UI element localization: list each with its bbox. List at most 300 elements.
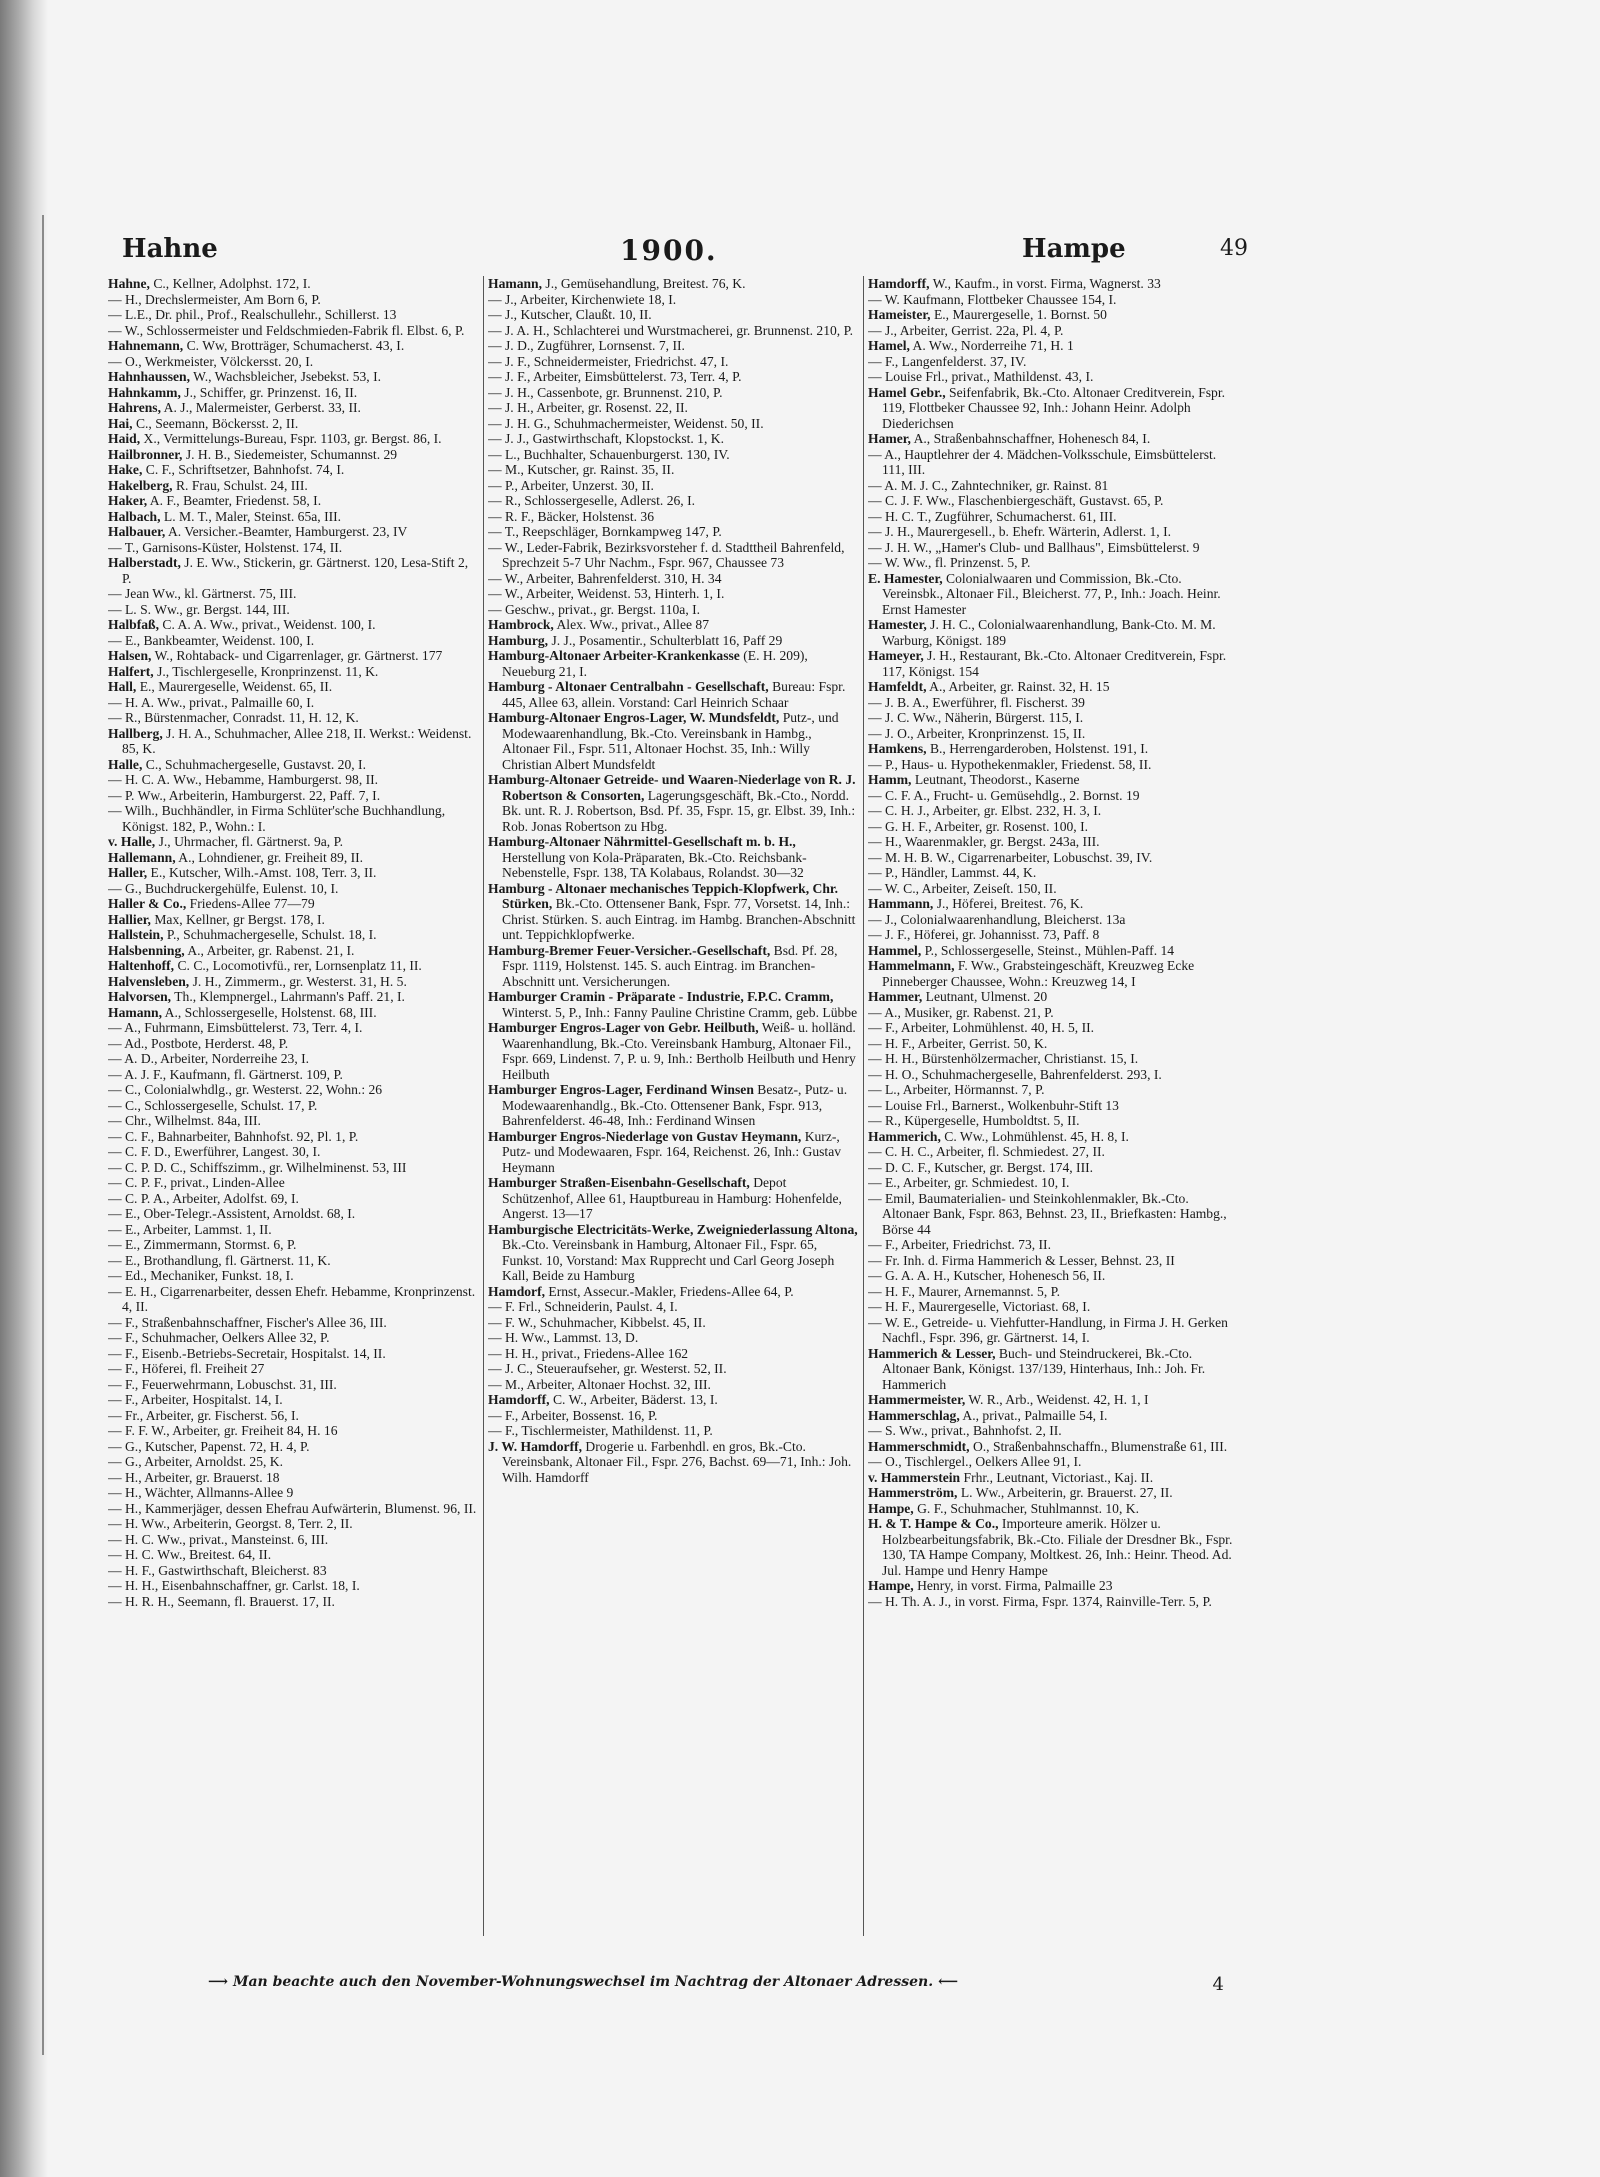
header-year: 1900. xyxy=(620,234,718,267)
entry-details: — H. F., Arbeiter, Gerrist. 50, K. xyxy=(868,1035,1048,1051)
directory-entry xyxy=(108,1113,478,1129)
entry-details: Leutnant, Theodorst., Kaserne xyxy=(911,772,1080,787)
entry-details: Kurz-, Putz- und Modewaaren, Fspr. 164, Reichenst. 26, Inh.: Gustav Heymann xyxy=(502,1128,842,1175)
directory-entry xyxy=(488,1439,858,1486)
directory-entry xyxy=(488,540,858,571)
directory-entry xyxy=(488,369,858,385)
entry-details: F. Ww., Grabsteingeschäft, Kreuzweg Ecke Pinneberger Chaussee, Wohn.: Kreuzweg 14, I xyxy=(882,958,1195,989)
page-header xyxy=(108,234,1258,268)
directory-entry xyxy=(488,617,858,633)
directory-entry xyxy=(868,1144,1238,1160)
entry-details: — H. C. Ww., Breitest. 64, II. xyxy=(108,1547,272,1562)
entry-details: W., Kaufm., in vorst. Firma, Wagnerst. 33 xyxy=(929,276,1161,291)
entry-details: — J., Arbeiter, Gerrist. 22a, Pl. 4, P. xyxy=(868,322,1064,338)
entry-surname: Hallemann, xyxy=(108,849,176,865)
directory-entry xyxy=(868,912,1238,928)
entry-surname: Hailbronner, xyxy=(108,446,183,462)
entry-details: L. M. T., Maler, Steinst. 65a, III. xyxy=(160,508,342,524)
column-2 xyxy=(488,276,858,1946)
entry-surname: Haltenhoff, xyxy=(108,958,175,973)
directory-entry xyxy=(108,850,478,866)
directory-entry xyxy=(868,1594,1238,1610)
entry-surname: Hambrock, xyxy=(488,617,554,632)
entry-details: — W. E., Getreide- u. Viehfutter-Handlung, in Firma J. H. Gerken Nachfl., Fspr. 396, gr. Gärtnerst. 14, I. xyxy=(868,1314,1228,1345)
entry-surname: Hahnkamm, xyxy=(108,384,181,400)
page-number: 49 xyxy=(1220,236,1248,261)
entry-surname: Hamburg - Altonaer Centralbahn - Gesellschaft, xyxy=(488,679,769,694)
entry-surname: Hamfeldt, xyxy=(868,679,927,694)
directory-entry xyxy=(868,1454,1238,1470)
entry-details: — C. F., Bahnarbeiter, Bahnhofst. 92, Pl. 1, P. xyxy=(108,1128,359,1144)
entry-details: — J. F., Arbeiter, Eimsbüttelerst. 73, Terr. 4, P. xyxy=(488,369,742,384)
previous-page-edge xyxy=(0,215,44,2055)
entry-details: — H. Ww., Lammst. 13, D. xyxy=(488,1330,639,1345)
entry-details: P., Schlossergeselle, Steinst., Mühlen-Paff. 14 xyxy=(921,942,1175,958)
entry-details: A., privat., Palmaille 54, I. xyxy=(959,1407,1108,1423)
entry-details: J. H. A., Schuhmacher, Allee 218, II. Werkst.: Weidenst. 85, K. xyxy=(122,725,472,756)
entry-details: — F., Eisenb.-Betriebs-Secretair, Hospitalst. 14, II. xyxy=(108,1345,386,1361)
entry-surname: H. & T. Hampe & Co., xyxy=(868,1516,999,1531)
directory-entry xyxy=(108,943,478,959)
directory-entry xyxy=(488,416,858,432)
entry-details: — P., Haus- u. Hypothekenmakler, Friedenst. 58, II. xyxy=(868,756,1152,772)
entry-details: A., Arbeiter, gr. Rainst. 32, H. 15 xyxy=(926,679,1110,694)
directory-entry xyxy=(868,1067,1238,1083)
directory-entry xyxy=(108,648,478,664)
entry-details: — H. H., privat., Friedens-Allee 162 xyxy=(488,1345,689,1361)
directory-entry xyxy=(108,586,478,602)
entry-surname: Haker, xyxy=(108,493,148,508)
entry-surname: Hamburg - Altonaer mechanisches Teppich-Klopfwerk, Chr. Stürken, xyxy=(488,880,839,911)
entry-details: — J. H. G., Schuhmachermeister, Weidenst. 50, II. xyxy=(488,415,764,431)
entry-details: — H., Wächter, Allmanns-Allee 9 xyxy=(108,1485,294,1500)
entry-details: — H. C. Ww., privat., Mansteinst. 6, III. xyxy=(108,1531,329,1547)
directory-entry xyxy=(108,617,478,633)
directory-entry xyxy=(108,1330,478,1346)
directory-entry xyxy=(868,292,1238,308)
entry-details: — F., Feuerwehrmann, Lobuschst. 31, III. xyxy=(108,1376,337,1392)
directory-entry xyxy=(868,1051,1238,1067)
directory-entry xyxy=(488,1315,858,1331)
directory-entry xyxy=(108,881,478,897)
directory-entry xyxy=(868,1470,1238,1486)
entry-details: — G. A. A. H., Kutscher, Hohenesch 56, II. xyxy=(868,1268,1106,1283)
entry-details: J. J., Posamentir., Schulterblatt 16, Paff 29 xyxy=(548,632,783,648)
entry-details: — M. H. B. W., Cigarrenarbeiter, Lobuschst. 39, IV. xyxy=(868,849,1153,865)
entry-surname: Hallberg, xyxy=(108,725,163,741)
entry-surname: Hameister, xyxy=(868,307,931,322)
entry-details: — G. H. F., Arbeiter, gr. Rosenst. 100, I. xyxy=(868,818,1089,834)
column-3 xyxy=(868,276,1238,1946)
entry-details: — J. C., Steueraufseher, gr. Westerst. 52, II. xyxy=(488,1361,727,1376)
directory-entry xyxy=(108,803,478,834)
entry-details: E., Kutscher, Wilh.-Amst. 108, Terr. 3, II. xyxy=(147,865,377,880)
directory-entry xyxy=(488,1377,858,1393)
entry-surname: Hallstein, xyxy=(108,927,164,942)
directory-entry xyxy=(868,1098,1238,1114)
directory-entry xyxy=(868,617,1238,648)
directory-entry xyxy=(108,896,478,912)
entry-details: — M., Kutscher, gr. Rainst. 35, II. xyxy=(488,462,675,477)
entry-surname: Halbach, xyxy=(108,508,161,524)
directory-entry xyxy=(488,1299,858,1315)
entry-details: — C. P. A., Arbeiter, Adolfst. 69, I. xyxy=(108,1190,299,1206)
entry-details: Seifenfabrik, Bk.-Cto. Altonaer Creditverein, Fspr. 119, Flottbeker Chaussee 92, Inh.: Johann Heinr. Adolph Diederichsen xyxy=(882,384,1226,431)
entry-details: — C. F. D., Ewerführer, Langest. 30, I. xyxy=(108,1144,321,1159)
directory-page xyxy=(108,234,1258,2054)
header-left-keyword: Hahne xyxy=(122,234,218,264)
entry-details: J., Gemüsehandlung, Breitest. 76, K. xyxy=(542,276,746,291)
directory-entry xyxy=(868,710,1238,726)
entry-details: — F., Langenfelderst. 37, IV. xyxy=(868,353,1027,369)
entry-details: — E., Brothandlung, fl. Gärtnerst. 11, K. xyxy=(108,1252,331,1268)
directory-entry xyxy=(868,819,1238,835)
entry-surname: Hammerschlag, xyxy=(868,1407,960,1423)
directory-entry xyxy=(868,881,1238,897)
entry-details: — Louise Frl., privat., Mathildenst. 43, I. xyxy=(868,369,1094,384)
entry-surname: Halvensleben, xyxy=(108,973,190,989)
entry-details: — C. P. F., privat., Linden-Allee xyxy=(108,1175,285,1190)
entry-details: — H. A. Ww., privat., Palmaille 60, I. xyxy=(108,694,315,710)
entry-details: A. Ww., Norderreihe 71, H. 1 xyxy=(909,338,1074,353)
directory-entry xyxy=(108,1423,478,1439)
entry-details: Lagerungsgeschäft, Bk.-Cto., Nordd. Bk. unt. R. J. Robertson, Bsd. Pf. 35, Fspr. 15, gr. Elbst. 39, Inh.: Rob. Jonas Robertson zu Hbg. xyxy=(502,787,856,834)
directory-entry xyxy=(108,1284,478,1315)
entry-details: — H., Arbeiter, gr. Brauerst. 18 xyxy=(108,1469,280,1485)
directory-entry xyxy=(108,1067,478,1083)
directory-entry xyxy=(868,369,1238,385)
directory-entry xyxy=(868,385,1238,432)
entry-details: A. Versicher.-Beamter, Hamburgerst. 23, IV xyxy=(165,524,408,539)
entry-details: J. H. B., Siedemeister, Schumannst. 29 xyxy=(182,446,398,462)
directory-entry xyxy=(488,338,858,354)
entry-details: Putz-, und Modewaarenhandlung, Bk.-Cto. Vereinsbank in Hambg., Altonaer Fil., Fspr. 511, Altonaer Hochst. 35, Inh.: Willy Christian Albert Mundsfeldt xyxy=(502,710,839,772)
entry-details: — J. D., Zugführer, Lornsenst. 7, II. xyxy=(488,338,685,353)
entry-details: W. R., Arb., Weidenst. 42, H. 1, I xyxy=(965,1392,1149,1407)
directory-entry xyxy=(108,307,478,323)
entry-details: — W., Leder-Fabrik, Bezirksvorsteher f. d. Stadttheil Bahrenfeld, Sprechzeit 5-7 Uhr Nachm., Fspr. 967, Chaussee 73 xyxy=(488,539,845,570)
entry-details: — Jean Ww., kl. Gärtnerst. 75, III. xyxy=(108,586,297,601)
entry-details: Colonialwaaren und Commission, Bk.-Cto. Vereinsbk., Altonaer Fil., Bleicherst. 77, P., Inh.: Joach. Heinr. Ernst Hamester xyxy=(882,570,1221,617)
directory-entry xyxy=(108,1547,478,1563)
entry-details: — O., Werkmeister, Völckersst. 20, I. xyxy=(108,353,314,369)
entry-details: Winterst. 5, P., Inh.: Fanny Pauline Christine Cramm, geb. Lübbe xyxy=(502,1004,858,1020)
directory-entry xyxy=(108,1082,478,1098)
entry-surname: Haller & Co., xyxy=(108,896,187,911)
entry-details: — J. F., Schneidermeister, Friedrichst. 47, I. xyxy=(488,353,729,369)
entry-details: — P. Ww., Arbeiterin, Hamburgerst. 22, Paff. 7, I. xyxy=(108,787,381,803)
entry-details: — H. F., Maurer, Arnemannst. 5, P. xyxy=(868,1283,1061,1299)
entry-surname: Hammel, xyxy=(868,942,922,958)
entry-details: Friedens-Allee 77—79 xyxy=(186,896,315,911)
entry-details: J., Höferei, Breitest. 76, K. xyxy=(933,896,1084,911)
entry-surname: Hammerström, xyxy=(868,1485,958,1500)
entry-surname: Hahrens, xyxy=(108,400,162,415)
entry-details: — G., Buchdruckergehülfe, Eulenst. 10, I. xyxy=(108,880,339,896)
entry-surname: Hall, xyxy=(108,679,137,694)
entry-surname: Hammann, xyxy=(868,896,934,911)
directory-entry xyxy=(488,989,858,1020)
directory-entry xyxy=(108,1268,478,1284)
directory-entry xyxy=(868,1501,1238,1517)
entry-surname: Hamburger Cramin - Präparate - Industrie, F.P.C. Cramm, xyxy=(488,989,834,1004)
entry-details: (E. H. 209), Neueburg 21, I. xyxy=(502,648,808,679)
directory-entry xyxy=(868,1516,1238,1578)
page-footer xyxy=(208,1974,1258,1998)
entry-details: — E., Ober-Telegr.-Assistent, Arnoldst. 68, I. xyxy=(108,1206,356,1221)
entry-surname: Halbauer, xyxy=(108,524,166,539)
directory-entry xyxy=(108,1516,478,1532)
entry-details: Alex. Ww., privat., Allee 87 xyxy=(553,617,710,632)
entry-details: Besatz-, Putz- u. Modewaarenhandlg., Bk.-Cto. Ottensener Bank, Fspr. 913, Bahrenfelderst. 46-48, Inh.: Ferdinand Winsen xyxy=(502,1082,848,1128)
directory-entry xyxy=(488,1392,858,1408)
entry-details: C. Ww, Brotträger, Schumacherst. 43, I. xyxy=(183,338,405,353)
entry-details: B., Herrengarderoben, Holstenst. 191, I. xyxy=(926,741,1149,756)
entry-surname: Hamann, xyxy=(488,276,543,291)
entry-surname: Hampe, xyxy=(868,1578,914,1593)
directory-entry xyxy=(108,555,478,586)
directory-entry xyxy=(488,881,858,943)
directory-entry xyxy=(868,1253,1238,1269)
entry-surname: Hamkens, xyxy=(868,741,927,756)
directory-entry xyxy=(868,307,1238,323)
entry-details: P., Schuhmachergeselle, Schulst. 18, I. xyxy=(163,927,377,942)
directory-entry xyxy=(108,540,478,556)
entry-details: — W. Ww., fl. Prinzenst. 5, P. xyxy=(868,555,1031,570)
entry-details: — A., Fuhrmann, Eimsbüttelerst. 73, Terr. 4, I. xyxy=(108,1020,363,1035)
directory-entry xyxy=(488,354,858,370)
directory-entry xyxy=(488,1346,858,1362)
entry-details: — F., Arbeiter, Friedrichst. 73, II. xyxy=(868,1237,1051,1252)
directory-entry xyxy=(868,1082,1238,1098)
entry-surname: Haller, xyxy=(108,865,148,880)
directory-entry xyxy=(868,1268,1238,1284)
entry-details: — W. C., Arbeiter, Zeiseſt. 150, II. xyxy=(868,880,1057,896)
directory-entry xyxy=(488,710,858,772)
directory-entry xyxy=(488,586,858,602)
entry-details: G. F., Schuhmacher, Stuhlmannst. 10, K. xyxy=(913,1500,1139,1516)
directory-entry xyxy=(108,1501,478,1517)
directory-entry xyxy=(108,1439,478,1455)
entry-surname: Hamburg-Altonaer Arbeiter-Krankenkasse xyxy=(488,648,740,663)
entry-details: — R., Schlossergeselle, Adlerst. 26, I. xyxy=(488,493,696,508)
entry-details: — L., Arbeiter, Hörmannst. 7, P. xyxy=(868,1082,1045,1097)
entry-details: — C. F. A., Frucht- u. Gemüsehdlg., 2. Bornst. 19 xyxy=(868,787,1140,803)
directory-entry xyxy=(108,679,478,695)
entry-details: C. C., Locomotivfü., rer, Lornsenplatz 11, II. xyxy=(174,958,422,973)
directory-entry xyxy=(108,989,478,1005)
entry-details: — H. F., Maurergeselle, Victoriast. 68, I. xyxy=(868,1299,1091,1314)
entry-details: Drogerie u. Farbenhdl. en gros, Bk.-Cto. Vereinsbank, Altonaer Fil., Fspr. 276, Bachst. 69—71, Inh.: Joh. Wilh. Hamdorff xyxy=(502,1438,852,1485)
entry-details: — C. H. J., Arbeiter, gr. Elbst. 232, H. 3, I. xyxy=(868,803,1102,818)
entry-surname: Hamburg-Altonaer Nährmittel-Gesellschaft m. b. H., xyxy=(488,834,796,849)
entry-details: — G., Arbeiter, Arnoldst. 25, K. xyxy=(108,1454,284,1469)
directory-entry xyxy=(868,1160,1238,1176)
entry-details: — H. H., Eisenbahnschaffner, gr. Carlst. 18, I. xyxy=(108,1578,360,1593)
entry-details: — T., Garnisons-Küster, Holstenst. 174, II. xyxy=(108,539,343,555)
directory-columns xyxy=(108,276,1258,1946)
entry-details: — J. C. Ww., Näherin, Bürgerst. 115, I. xyxy=(868,710,1084,725)
entry-details: J. H., Zimmerm., gr. Westerst. 31, H. 5. xyxy=(189,973,407,989)
entry-details: — E., Arbeiter, gr. Schmiedest. 10, I. xyxy=(868,1175,1070,1190)
entry-surname: Hamel, xyxy=(868,338,910,353)
directory-entry xyxy=(108,912,478,928)
directory-entry xyxy=(488,772,858,834)
header-right-keyword: Hampe xyxy=(1022,234,1126,264)
directory-entry xyxy=(488,679,858,710)
directory-entry xyxy=(108,416,478,432)
entry-details: J., Tischlergeselle, Kronprinzenst. 11, K. xyxy=(153,663,379,679)
directory-entry xyxy=(108,788,478,804)
directory-entry xyxy=(108,462,478,478)
directory-entry xyxy=(488,323,858,339)
directory-entry xyxy=(108,493,478,509)
entry-details: J., Schiffer, gr. Prinzenst. 16, II. xyxy=(180,384,358,400)
entry-surname: Hamdorff, xyxy=(488,1392,550,1407)
directory-entry xyxy=(868,1423,1238,1439)
entry-details: — A. D., Arbeiter, Norderreihe 23, I. xyxy=(108,1051,310,1066)
directory-entry xyxy=(108,1098,478,1114)
entry-surname: Halsen, xyxy=(108,648,152,663)
directory-entry xyxy=(488,493,858,509)
directory-entry xyxy=(868,1408,1238,1424)
entry-details: R. Frau, Schulst. 24, III. xyxy=(172,477,308,493)
directory-entry xyxy=(868,571,1238,618)
entry-surname: Hamburg, xyxy=(488,632,549,648)
entry-details: Bsd. Pf. 28, Fspr. 1119, Holstenst. 145. S. auch Eintrag. im Branchen-Abschnitt unt. Versicherungen. xyxy=(502,942,838,989)
directory-entry xyxy=(868,524,1238,540)
directory-entry xyxy=(488,1175,858,1222)
entry-surname: E. Hamester, xyxy=(868,570,943,586)
entry-details: — Wilh., Buchhändler, in Firma Schlüter'sche Buchhandlung, Königst. 182, P., Wohn.: I. xyxy=(108,803,446,834)
directory-entry xyxy=(108,695,478,711)
directory-entry xyxy=(108,1005,478,1021)
directory-entry xyxy=(868,958,1238,989)
entry-details: Buch- und Steindruckerei, Bk.-Cto. Altonaer Bank, Königst. 137/139, Hinterhaus, Inh.: Joh. Fr. Hammerich xyxy=(882,1345,1206,1392)
entry-details: J. H., Restaurant, Bk.-Cto. Altonaer Creditverein, Fspr. 117, Königst. 154 xyxy=(882,648,1227,679)
directory-entry xyxy=(108,1346,478,1362)
directory-entry xyxy=(108,1175,478,1191)
entry-details: — J., Kutscher, Claußt. 10, II. xyxy=(488,307,652,322)
entry-surname: Hamburg-Altonaer Engros-Lager, W. Mundsfeldt, xyxy=(488,710,780,725)
directory-entry xyxy=(868,741,1238,757)
entry-details: — Geschw., privat., gr. Bergst. 110a, I. xyxy=(488,601,701,617)
entry-details: — P., Händler, Lammst. 44, K. xyxy=(868,865,1037,880)
footer-sheet-number: 4 xyxy=(1212,1974,1224,1995)
entry-surname: Hahnhaussen, xyxy=(108,369,190,384)
directory-entry xyxy=(488,602,858,618)
entry-surname: Hamburger Engros-Lager von Gebr. Heilbuth, xyxy=(488,1020,759,1035)
entry-surname: Hahnemann, xyxy=(108,338,184,353)
directory-entry xyxy=(108,1392,478,1408)
entry-details: — C., Schlossergeselle, Schulst. 17, P. xyxy=(108,1097,318,1113)
entry-surname: Halbfaß, xyxy=(108,617,159,632)
entry-details: — A. J. F., Kaufmann, fl. Gärtnerst. 109, P. xyxy=(108,1066,343,1082)
entry-surname: Hamburg-Altonaer Getreide- und Waaren-Niederlage von R. J. Robertson & Consorten, xyxy=(488,772,856,803)
directory-entry xyxy=(868,323,1238,339)
entry-details: — W., Schlossermeister und Feldschmieden-Fabrik fl. Elbst. 6, P. xyxy=(108,322,465,338)
entry-surname: Hamer, xyxy=(868,431,911,446)
entry-details: — W., Arbeiter, Weidenst. 53, Hinterh. 1, I. xyxy=(488,586,725,601)
directory-entry xyxy=(108,772,478,788)
entry-surname: Halvorsen, xyxy=(108,989,172,1004)
entry-details: — W. Kaufmann, Flottbeker Chaussee 154, I. xyxy=(868,291,1117,307)
directory-entry xyxy=(108,1361,478,1377)
directory-entry xyxy=(488,1129,858,1176)
entry-details: W., Wachsbleicher, Jsebekst. 53, I. xyxy=(189,369,382,384)
directory-entry xyxy=(108,369,478,385)
directory-entry xyxy=(108,292,478,308)
entry-details: — F., Arbeiter, Bossenst. 16, P. xyxy=(488,1407,658,1423)
entry-details: Herstellung von Kola-Präparaten, Bk.-Cto. Reichsbank-Nebenstelle, Fspr. 138, TA Kolabaus, Rolandst. 30—32 xyxy=(502,849,807,880)
directory-entry xyxy=(488,1082,858,1129)
directory-entry xyxy=(488,509,858,525)
entry-details: — E., Zimmermann, Stormst. 6, P. xyxy=(108,1237,297,1252)
directory-entry xyxy=(868,1129,1238,1145)
directory-entry xyxy=(488,276,858,292)
entry-surname: Hameyer, xyxy=(868,648,924,663)
directory-entry xyxy=(108,1144,478,1160)
entry-surname: v. Hammerstein xyxy=(868,1469,961,1485)
directory-entry xyxy=(868,555,1238,571)
entry-details: O., Straßenbahnschaffn., Blumenstraße 61, III. xyxy=(969,1438,1228,1454)
directory-entry xyxy=(488,292,858,308)
entry-details: — E. H., Cigarrenarbeiter, dessen Ehefr. Hebamme, Kronprinzenst. 4, II. xyxy=(108,1283,476,1314)
entry-details: Max, Kellner, gr Bergst. 178, I. xyxy=(150,911,325,927)
entry-details: Bk.-Cto. Ottensener Bank, Fspr. 77, Vorsetst. 14, Inh.: Christ. Stürken. S. auch Eintrag. im Hambg. Branchen-Abschnitt unt. Teppichklopfwerke. xyxy=(502,896,856,942)
directory-entry xyxy=(108,1237,478,1253)
directory-entry xyxy=(868,788,1238,804)
entry-details: — J., Arbeiter, Kirchenwiete 18, I. xyxy=(488,291,677,307)
entry-details: Bk.-Cto. Vereinsbank in Hamburg, Altonaer Fil., Fspr. 65, Funkst. 10, Vorstand: Max Rupprecht und Carl Georg Joseph Kall, Beide zu Hamburg xyxy=(502,1237,835,1283)
entry-details: A., Schlossergeselle, Holstenst. 68, III. xyxy=(162,1004,377,1020)
directory-entry xyxy=(108,1594,478,1610)
directory-entry xyxy=(108,276,478,292)
entry-details: J. H. C., Colonialwaarenhandlung, Bank-Cto. M. M. Warburg, Königst. 189 xyxy=(882,617,1216,648)
entry-details: A. F., Beamter, Friedenst. 58, I. xyxy=(147,493,322,508)
directory-entry xyxy=(868,943,1238,959)
directory-entry xyxy=(108,1253,478,1269)
entry-surname: Hammer, xyxy=(868,989,923,1004)
directory-entry xyxy=(868,338,1238,354)
entry-details: — J. H., Maurergesell., b. Ehefr. Wärterin, Adlerst. 1, I. xyxy=(868,524,1172,539)
directory-entry xyxy=(868,865,1238,881)
entry-details: C., Seemann, Böckersst. 2, II. xyxy=(132,415,299,431)
entry-details: C. Ww., Lohmühlenst. 45, H. 8, I. xyxy=(940,1128,1129,1144)
entry-details: C. A. A. Ww., privat., Weidenst. 100, I. xyxy=(159,617,376,632)
entry-surname: Hammerich & Lesser, xyxy=(868,1345,996,1361)
entry-details: C., Schuhmachergeselle, Gustavst. 20, I. xyxy=(142,756,366,772)
directory-entry xyxy=(488,1408,858,1424)
entry-details: — P., Arbeiter, Unzerst. 30, II. xyxy=(488,477,654,493)
entry-surname: Hamburger Engros-Lager, Ferdinand Winsen xyxy=(488,1082,754,1097)
directory-entry xyxy=(108,385,478,401)
entry-details: — J. B. A., Ewerführer, fl. Fischerst. 39 xyxy=(868,694,1085,710)
entry-details: — H. Th. A. J., in vorst. Firma, Fspr. 1374, Rainville-Terr. 5, P. xyxy=(868,1593,1212,1609)
directory-entry xyxy=(108,834,478,850)
directory-entry xyxy=(488,431,858,447)
directory-entry xyxy=(488,385,858,401)
directory-entry xyxy=(108,958,478,974)
directory-entry xyxy=(488,462,858,478)
directory-entry xyxy=(488,834,858,881)
directory-entry xyxy=(868,927,1238,943)
directory-entry xyxy=(108,323,478,339)
entry-details: J. E. Ww., Stickerin, gr. Gärtnerst. 120, Lesa-Stift 2, P. xyxy=(122,555,469,586)
directory-entry xyxy=(488,1361,858,1377)
directory-entry xyxy=(868,1175,1238,1191)
directory-entry xyxy=(108,1377,478,1393)
